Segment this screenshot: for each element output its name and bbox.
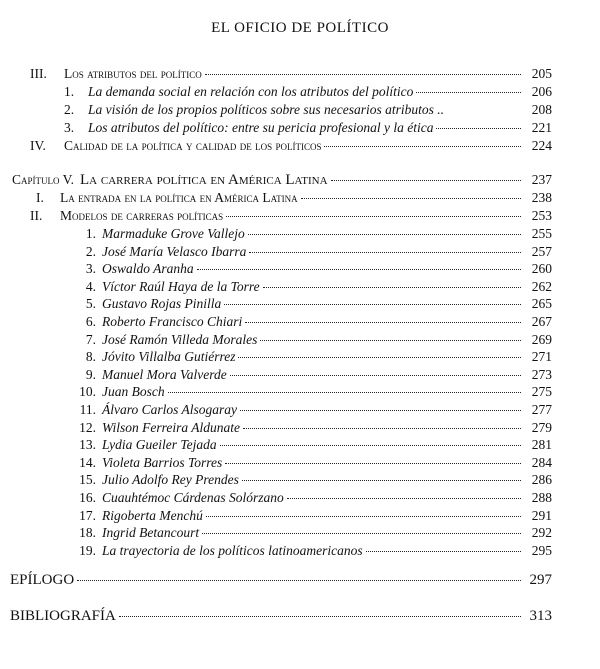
- item-number: 17.: [79, 507, 96, 523]
- page-number: 206: [531, 84, 552, 99]
- dot-leader: [240, 410, 521, 411]
- toc-entry-model[interactable]: [62, 261, 552, 277]
- page-number: 295: [531, 542, 552, 558]
- item-number: 15.: [79, 472, 96, 488]
- dot-leader: [230, 375, 521, 376]
- toc-entry-model[interactable]: [62, 296, 552, 312]
- item-number: 2.: [64, 102, 75, 117]
- toc-entry-model[interactable]: [62, 314, 552, 330]
- section-number: IV.: [30, 138, 46, 153]
- page-number: 260: [531, 261, 552, 277]
- page-number: 279: [531, 419, 552, 435]
- section-number: I.: [36, 190, 44, 205]
- section-label: Los atributos del político: [64, 66, 202, 81]
- item-number: 12.: [79, 419, 96, 435]
- item-number: 1.: [64, 84, 75, 99]
- item-label: Jóvito Villalba Gutiérrez: [102, 349, 236, 365]
- dot-leader: [331, 180, 521, 181]
- chapter-label: La carrera política en América Latina: [80, 172, 328, 188]
- dot-leader: [324, 146, 521, 147]
- page-number: 292: [531, 525, 552, 541]
- dot-leader: [225, 463, 521, 464]
- item-number: 9.: [85, 366, 96, 382]
- page-number: 267: [531, 314, 552, 329]
- item-number: 6.: [85, 314, 96, 329]
- item-number: 3.: [64, 120, 75, 135]
- item-label: Manuel Mora Valverde: [102, 366, 227, 382]
- bibliografia-label: BIBLIOGRAFÍA: [10, 608, 116, 624]
- item-number: 5.: [85, 296, 96, 312]
- toc-entry-chapter-v[interactable]: [12, 172, 552, 188]
- dot-leader: [245, 322, 521, 323]
- toc-entry-section-ii[interactable]: [30, 208, 552, 224]
- item-label: La visión de los propios políticos sobre sus necesarios atributos ..: [88, 102, 445, 117]
- item-label: Julio Adolfo Rey Prendes: [102, 472, 239, 488]
- item-label: Roberto Francisco Chiari: [102, 314, 243, 329]
- dot-leader: [168, 392, 521, 393]
- section-label: Modelos de carreras políticas: [60, 208, 224, 223]
- item-label: Los atributos del político: entre su pericia profesional y la ética: [88, 120, 434, 135]
- item-number: 13.: [79, 437, 96, 453]
- page-number: 221: [531, 120, 552, 135]
- dot-leader: [263, 287, 521, 288]
- item-number: 18.: [79, 525, 96, 541]
- item-label: Rigoberta Menchú: [102, 507, 203, 523]
- toc-entry-bibliografia[interactable]: [10, 608, 552, 624]
- toc-entry-model[interactable]: [62, 367, 552, 383]
- page-number: 253: [531, 208, 552, 223]
- chapter-prefix: Capítulo V.: [12, 172, 75, 187]
- toc-entry-model[interactable]: [62, 349, 552, 365]
- page-number: 271: [531, 349, 552, 365]
- page-number: 269: [531, 331, 552, 347]
- page-number: 297: [529, 572, 552, 588]
- dot-leader: [243, 428, 521, 429]
- item-number: 4.: [85, 278, 96, 294]
- toc-entry-model[interactable]: [62, 244, 552, 260]
- dot-leader: [220, 445, 521, 446]
- page-number: 238: [531, 190, 552, 205]
- item-label: Víctor Raúl Haya de la Torre: [102, 278, 260, 294]
- item-label: Cuauhtémoc Cárdenas Solórzano: [102, 490, 284, 505]
- dot-leader: [197, 269, 521, 270]
- dot-leader: [119, 616, 521, 617]
- toc-entry-model[interactable]: [62, 508, 552, 524]
- page-number: 257: [531, 243, 552, 259]
- toc-entry-model[interactable]: [62, 490, 552, 506]
- toc-entry-section-iv[interactable]: [30, 138, 552, 154]
- toc-entry[interactable]: [64, 120, 552, 136]
- toc-entry-model[interactable]: [62, 332, 552, 348]
- page-number: 208: [531, 102, 552, 117]
- dot-leader: [260, 340, 521, 341]
- item-number: 1.: [85, 226, 96, 241]
- toc-entry-model[interactable]: [62, 226, 552, 242]
- item-number: 19.: [79, 542, 96, 558]
- dot-leader: [301, 198, 521, 199]
- item-label: Gustavo Rojas Pinilla: [102, 296, 222, 312]
- page-number: 313: [529, 608, 552, 624]
- page-number: 277: [531, 402, 552, 417]
- page-number: 288: [531, 490, 552, 505]
- dot-leader: [77, 580, 521, 581]
- toc-entry[interactable]: [64, 102, 552, 118]
- page-number: 205: [531, 66, 552, 81]
- dot-leader: [416, 92, 521, 93]
- item-label: Juan Bosch: [102, 384, 165, 400]
- item-label: José María Velasco Ibarra: [102, 243, 247, 259]
- item-label: José Ramón Villeda Morales: [102, 331, 258, 347]
- item-label: Wilson Ferreira Aldunate: [102, 419, 240, 435]
- dot-leader: [436, 128, 521, 129]
- dot-leader: [205, 74, 521, 75]
- item-number: 14.: [79, 454, 96, 470]
- dot-leader: [238, 357, 521, 358]
- page-number: 284: [531, 454, 552, 470]
- toc-entry-model[interactable]: [62, 420, 552, 436]
- toc-entry-section-iii[interactable]: [30, 66, 552, 82]
- item-number: 8.: [85, 349, 96, 365]
- item-label: Ingrid Betancourt: [102, 525, 200, 541]
- page-number: 255: [531, 226, 552, 241]
- toc-entry-model[interactable]: [62, 437, 552, 453]
- toc-entry-model[interactable]: [62, 472, 552, 488]
- dot-leader: [226, 216, 521, 217]
- item-label: La trayectoria de los políticos latinoamericanos: [102, 542, 363, 558]
- dot-leader: [248, 234, 521, 235]
- page-number: 224: [531, 138, 552, 153]
- toc-entry-model[interactable]: [62, 543, 552, 559]
- item-number: 2.: [85, 243, 96, 259]
- toc-entry-model[interactable]: [62, 384, 552, 400]
- item-number: 16.: [79, 490, 96, 505]
- page-number: 262: [531, 278, 552, 294]
- dot-leader: [242, 480, 521, 481]
- item-label: Violeta Barrios Torres: [102, 454, 223, 470]
- toc-entry-model[interactable]: [62, 279, 552, 295]
- section-label: Calidad de la política y calidad de los políticos: [64, 138, 322, 153]
- section-number: III.: [30, 66, 47, 81]
- page-title: EL OFICIO DE POLÍTICO: [211, 20, 389, 36]
- item-label: La demanda social en relación con los atributos del político: [88, 84, 414, 99]
- dot-leader: [206, 516, 521, 517]
- page-number: 291: [531, 507, 552, 523]
- item-label: Marmaduke Grove Vallejo: [102, 226, 245, 241]
- page-number: 281: [531, 437, 552, 453]
- item-number: 11.: [79, 402, 96, 417]
- page-number: 273: [531, 366, 552, 382]
- section-number: II.: [30, 208, 43, 223]
- page-number: 265: [531, 296, 552, 312]
- toc-entry-epilogo[interactable]: [10, 572, 552, 588]
- item-number: 7.: [85, 331, 96, 347]
- toc-entry[interactable]: [64, 84, 552, 100]
- toc-entry-section-i[interactable]: [36, 190, 552, 206]
- dot-leader: [249, 252, 521, 253]
- item-label: Álvaro Carlos Alsogaray: [102, 402, 238, 417]
- item-label: Oswaldo Aranha: [102, 261, 194, 277]
- page-number: 237: [531, 172, 552, 187]
- toc-entry-model[interactable]: [62, 455, 552, 471]
- item-number: 3.: [85, 261, 96, 277]
- dot-leader: [224, 304, 521, 305]
- dot-leader: [366, 551, 521, 552]
- section-label: La entrada en la política en América Latina: [60, 190, 298, 205]
- toc-entry-model[interactable]: [62, 402, 552, 418]
- page-number: 275: [531, 384, 552, 400]
- toc-entry-model[interactable]: [62, 525, 552, 541]
- epilogo-label: EPÍLOGO: [10, 572, 75, 588]
- dot-leader: [202, 533, 521, 534]
- item-number: 10.: [79, 384, 96, 400]
- dot-leader: [287, 498, 521, 499]
- item-label: Lydia Gueiler Tejada: [102, 437, 217, 453]
- page-number: 286: [531, 472, 552, 488]
